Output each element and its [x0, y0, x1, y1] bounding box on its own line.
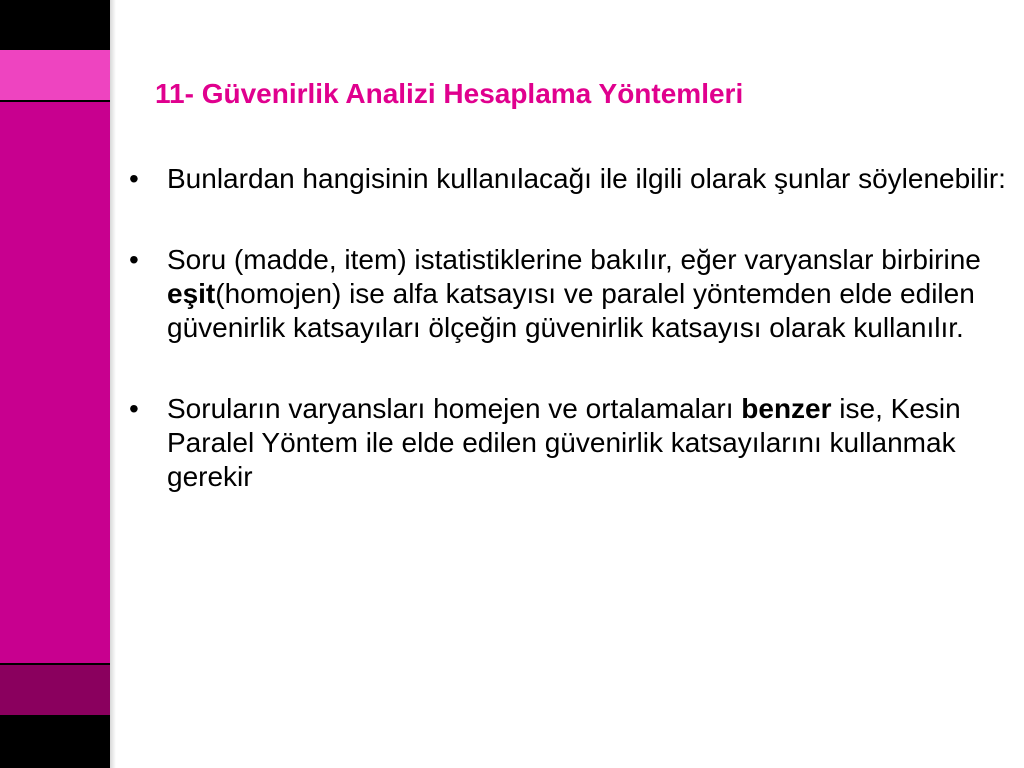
bullet-item [123, 243, 1013, 345]
bullet-dot: • [129, 244, 139, 275]
slide-title: 11- Güvenirlik Analizi Hesaplama Yöntemleri [155, 78, 744, 109]
bullet-item [123, 162, 1013, 196]
bullet-item [123, 392, 1013, 494]
sidebar-divider [0, 663, 110, 665]
bullet-dot: • [129, 163, 139, 194]
decorative-sidebar [0, 0, 110, 768]
bullet-text: ise, Kesin Paralel Yöntem ile elde edilen güvenirlik katsayılarını kullanmak gerekir [167, 393, 961, 492]
sidebar-main-block [0, 102, 110, 665]
sidebar-edge-shadow [110, 0, 116, 768]
sidebar-dark-block [0, 665, 110, 717]
sidebar-bottom-block [0, 717, 110, 768]
sidebar-divider [0, 715, 110, 717]
bullet-text: Bunlardan hangisinin kullanılacağı ile ilgili olarak şunlar söylenebilir: [167, 163, 1006, 194]
bullet-bold-text: benzer [741, 393, 832, 424]
bullet-text: (homojen) ise alfa katsayısı ve paralel yöntemden elde edilen güvenirlik katsayıları ölçeğin güvenirlik katsayısı olarak kullanılır. [167, 278, 975, 343]
bullet-list [123, 162, 1013, 541]
bullet-bold-text: eşit [167, 278, 216, 309]
bullet-dot: • [129, 393, 139, 424]
sidebar-top-block [0, 0, 110, 50]
bullet-text: Soru (madde, item) istatistiklerine bakılır, eğer varyanslar birbirine [167, 244, 981, 275]
sidebar-divider [0, 100, 110, 102]
sidebar-light-block [0, 50, 110, 102]
bullet-text: Soruların varyansları homejen ve ortalamaları [167, 393, 742, 424]
